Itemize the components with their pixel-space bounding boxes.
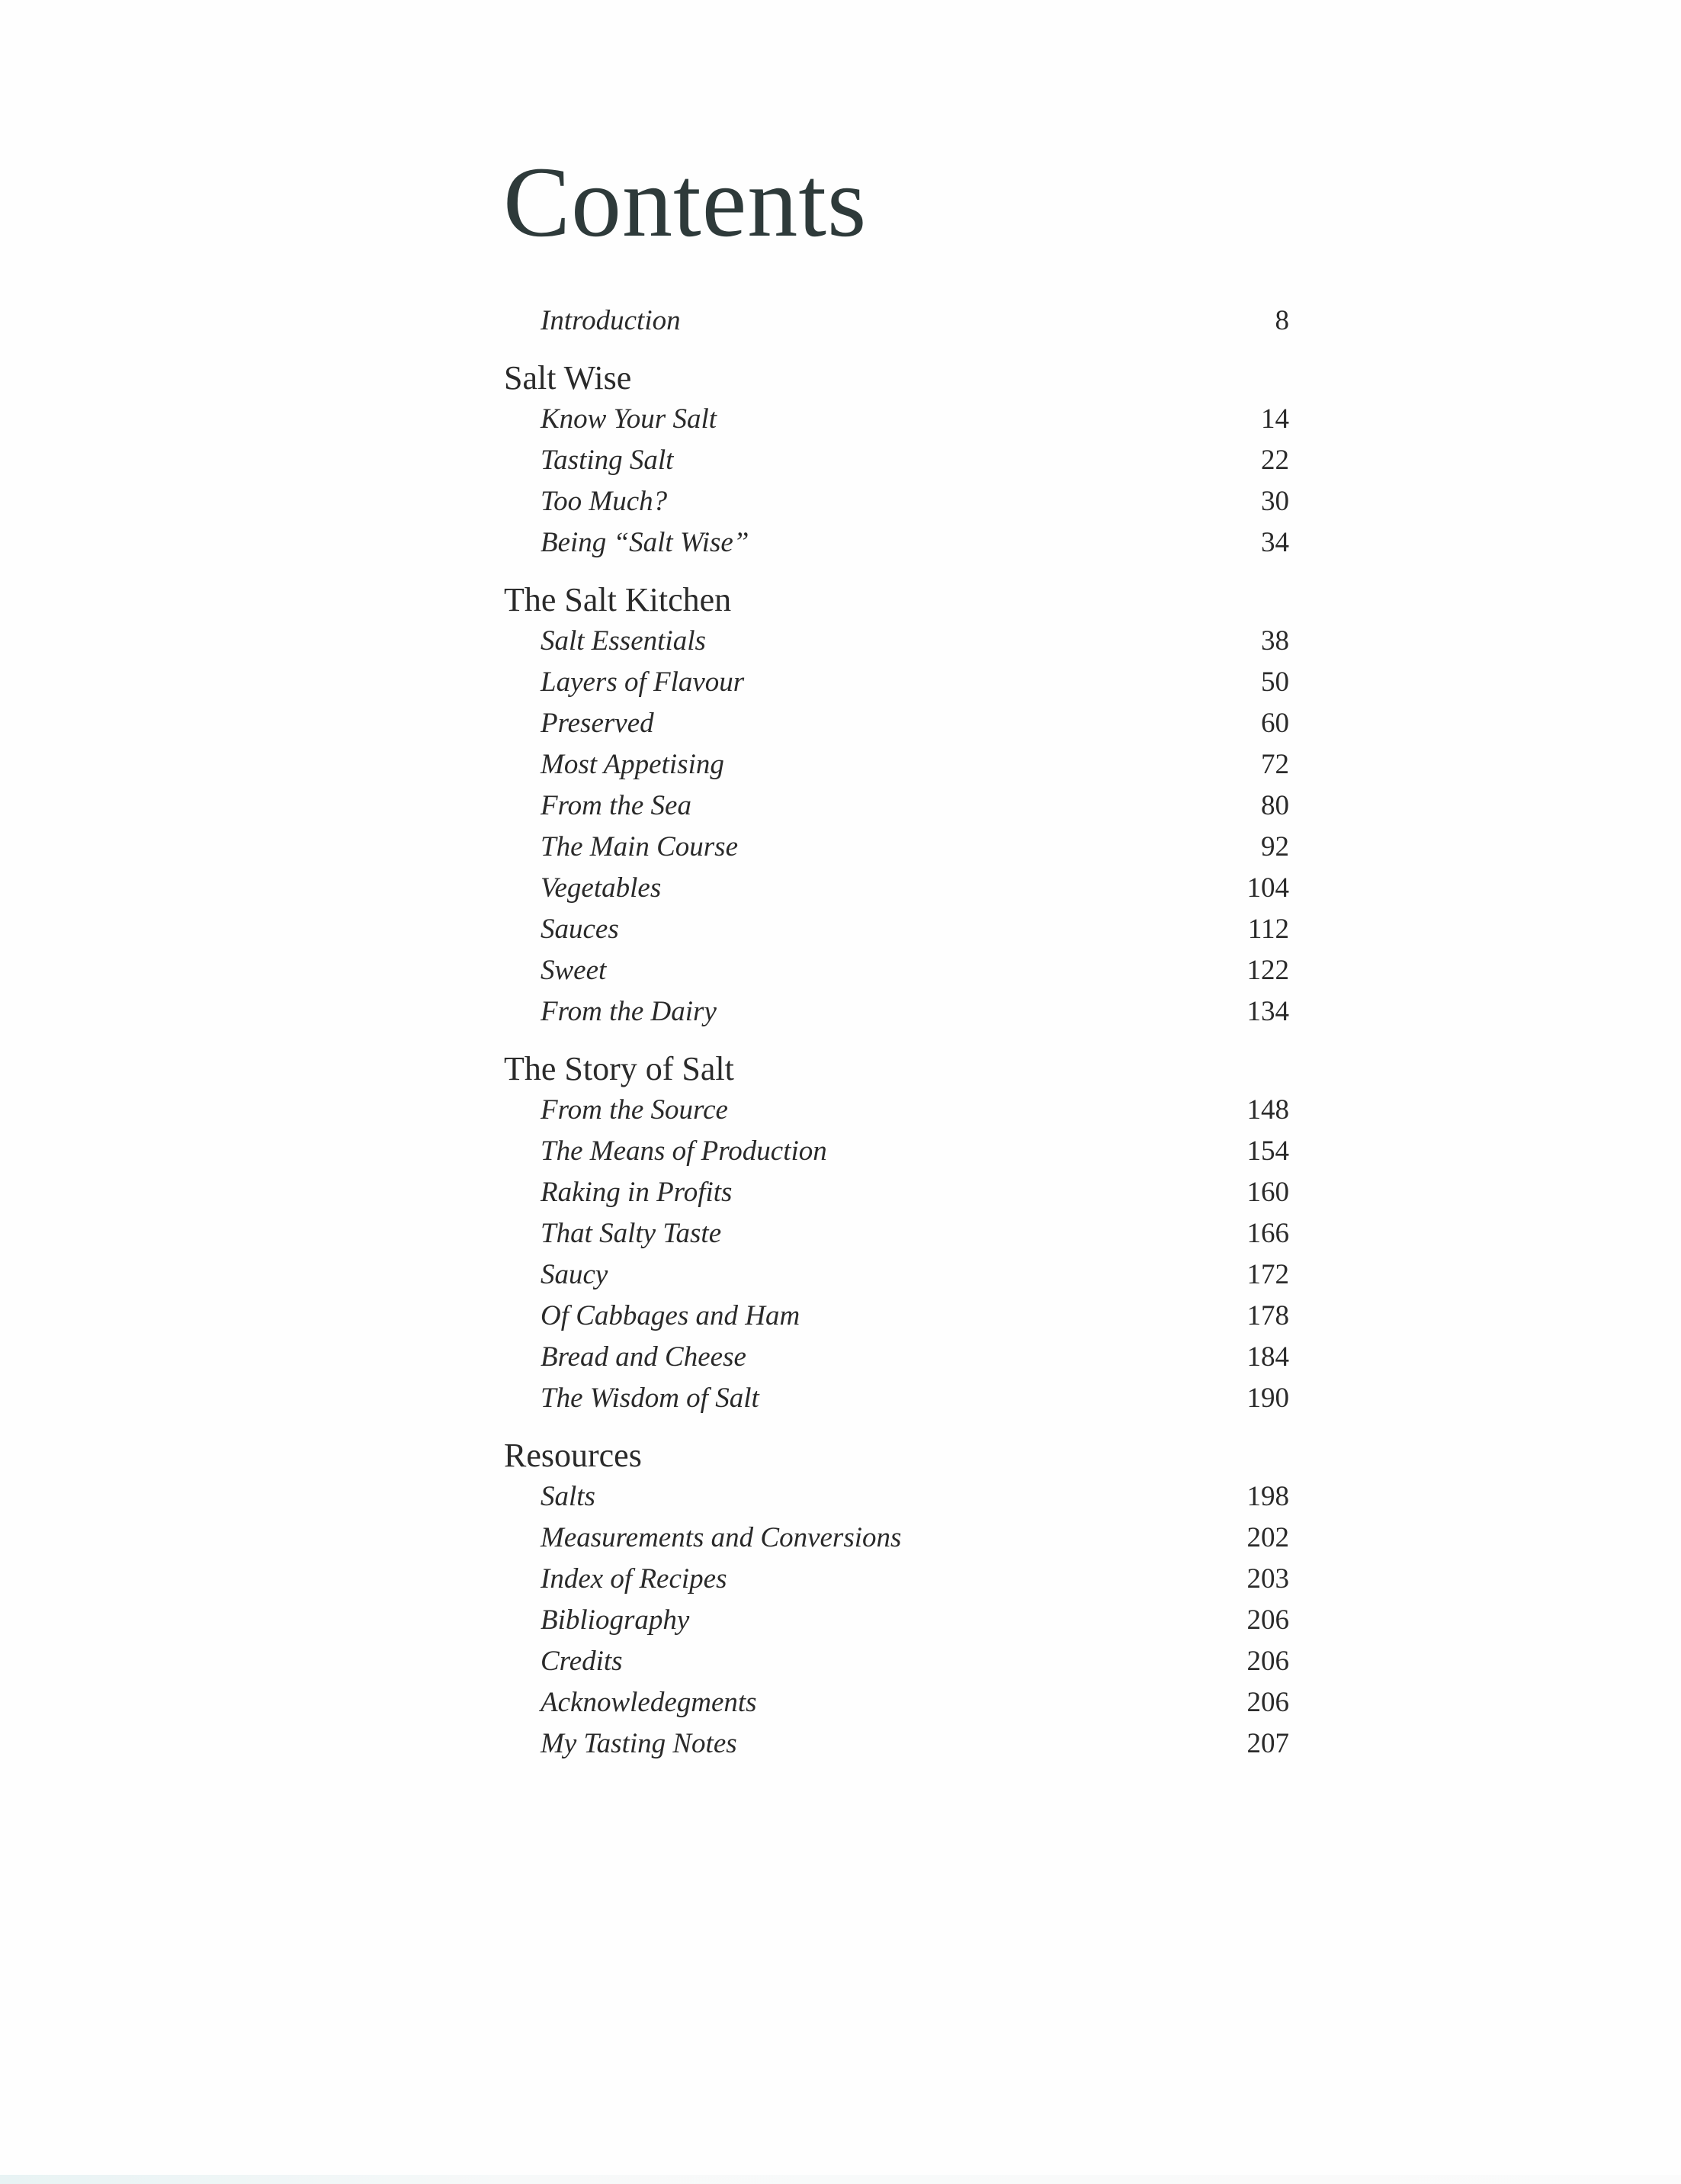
toc-section [504, 358, 1289, 564]
toc-entry[interactable] [504, 868, 1289, 909]
toc-entry[interactable] [504, 1213, 1289, 1254]
toc-entry-label: Too Much? [541, 486, 668, 517]
toc-entry[interactable] [504, 1131, 1289, 1172]
toc-entry-page: 80 [1261, 790, 1289, 821]
toc-entry-label: Layers of Flavour [541, 666, 745, 698]
toc-entry-label: Salt Essentials [541, 625, 706, 657]
toc-entry-page: 190 [1246, 1383, 1289, 1414]
table-of-contents [504, 300, 1289, 1765]
toc-entry-label: Index of Recipes [541, 1563, 727, 1595]
toc-entry[interactable] [504, 1090, 1289, 1131]
toc-entry[interactable] [504, 991, 1289, 1033]
toc-entry-page: 30 [1261, 486, 1289, 517]
toc-entry[interactable] [504, 1337, 1289, 1378]
page-title: Contents [503, 146, 868, 258]
toc-entry-label: Preserved [541, 708, 654, 739]
toc-section [504, 1049, 1289, 1419]
toc-entry-page: 203 [1246, 1563, 1289, 1595]
toc-entry[interactable] [504, 950, 1289, 991]
toc-entry-page: 60 [1261, 708, 1289, 739]
toc-entry[interactable] [504, 522, 1289, 564]
toc-entry[interactable] [504, 1518, 1289, 1559]
section-heading[interactable]: Resources [504, 1437, 642, 1474]
toc-entry-label: Credits [541, 1646, 623, 1677]
toc-entry-label: The Main Course [541, 831, 738, 862]
toc-section [504, 1435, 1289, 1765]
toc-entry[interactable] [504, 1172, 1289, 1213]
toc-entry-label: Acknowledegments [541, 1687, 757, 1718]
toc-entry-label: From the Source [541, 1094, 728, 1126]
section-heading[interactable]: The Salt Kitchen [504, 581, 732, 618]
toc-entry-label: Sauces [541, 914, 619, 945]
toc-entry-page: 206 [1246, 1687, 1289, 1718]
toc-entry-page: 34 [1261, 527, 1289, 558]
toc-entry[interactable] [504, 1641, 1289, 1682]
toc-entry-page: 154 [1246, 1135, 1289, 1167]
toc-entry-page: 122 [1246, 955, 1289, 986]
toc-entry[interactable] [504, 1723, 1289, 1765]
toc-entry-label: Sweet [541, 955, 607, 986]
toc-entry[interactable] [504, 1378, 1289, 1419]
toc-entry-label: Vegetables [541, 872, 662, 904]
toc-entry[interactable] [504, 1254, 1289, 1296]
toc-entry-label: Introduction [541, 305, 681, 336]
toc-entry-label: The Wisdom of Salt [541, 1383, 759, 1414]
toc-entry-page: 206 [1246, 1646, 1289, 1677]
toc-entry-page: 8 [1275, 305, 1289, 336]
toc-entry-page: 160 [1246, 1177, 1289, 1208]
toc-entry-page: 50 [1261, 666, 1289, 698]
toc-entry-label: From the Dairy [541, 996, 717, 1027]
toc-section [504, 580, 1289, 1033]
toc-entry[interactable] [504, 827, 1289, 868]
toc-entry[interactable] [504, 1476, 1289, 1518]
toc-entry[interactable] [504, 1682, 1289, 1723]
toc-entry-label: Saucy [541, 1259, 608, 1290]
toc-entry-label: Bread and Cheese [541, 1341, 746, 1373]
toc-entry-label: Of Cabbages and Ham [541, 1300, 800, 1331]
toc-entry-label: The Means of Production [541, 1135, 827, 1167]
toc-entry-label: Bibliography [541, 1604, 690, 1636]
toc-entry[interactable] [504, 1559, 1289, 1600]
toc-entry-page: 207 [1246, 1728, 1289, 1759]
toc-entry-label: Raking in Profits [541, 1177, 733, 1208]
scan-edge [0, 2175, 1681, 2184]
toc-entry-page: 14 [1261, 403, 1289, 435]
toc-entry[interactable] [504, 440, 1289, 481]
toc-entry-label: Measurements and Conversions [541, 1522, 902, 1553]
toc-entry-page: 178 [1246, 1300, 1289, 1331]
section-heading[interactable]: Salt Wise [504, 359, 632, 397]
toc-entry-label: Salts [541, 1481, 595, 1512]
toc-entry[interactable] [504, 399, 1289, 440]
toc-entry-page: 38 [1261, 625, 1289, 657]
toc-entry-page: 134 [1246, 996, 1289, 1027]
toc-entry[interactable] [504, 744, 1289, 785]
toc-entry-page: 206 [1246, 1604, 1289, 1636]
toc-entry[interactable] [504, 662, 1289, 703]
toc-entry-page: 202 [1246, 1522, 1289, 1553]
toc-entry[interactable] [504, 785, 1289, 827]
toc-entry-page: 104 [1246, 872, 1289, 904]
toc-entry-page: 148 [1246, 1094, 1289, 1126]
toc-entry[interactable] [504, 1600, 1289, 1641]
toc-entry[interactable] [504, 481, 1289, 522]
toc-entry-label: My Tasting Notes [541, 1728, 737, 1759]
toc-entry-label: That Salty Taste [541, 1218, 722, 1249]
toc-entry-introduction[interactable] [504, 300, 1289, 342]
section-heading[interactable]: The Story of Salt [504, 1050, 734, 1087]
toc-entry-page: 92 [1261, 831, 1289, 862]
toc-entry-label: Being “Salt Wise” [541, 527, 749, 558]
toc-entry[interactable] [504, 1296, 1289, 1337]
toc-entry-label: From the Sea [541, 790, 691, 821]
toc-entry-page: 72 [1261, 749, 1289, 780]
toc-entry[interactable] [504, 621, 1289, 662]
toc-entry-page: 184 [1246, 1341, 1289, 1373]
toc-entry-page: 22 [1261, 445, 1289, 476]
toc-entry-label: Tasting Salt [541, 445, 674, 476]
toc-entry[interactable] [504, 909, 1289, 950]
toc-entry-label: Most Appetising [541, 749, 724, 780]
toc-entry-page: 172 [1246, 1259, 1289, 1290]
toc-entry-page: 112 [1247, 914, 1289, 945]
toc-entry-label: Know Your Salt [541, 403, 717, 435]
toc-entry-page: 198 [1246, 1481, 1289, 1512]
toc-entry[interactable] [504, 703, 1289, 744]
toc-entry-page: 166 [1246, 1218, 1289, 1249]
